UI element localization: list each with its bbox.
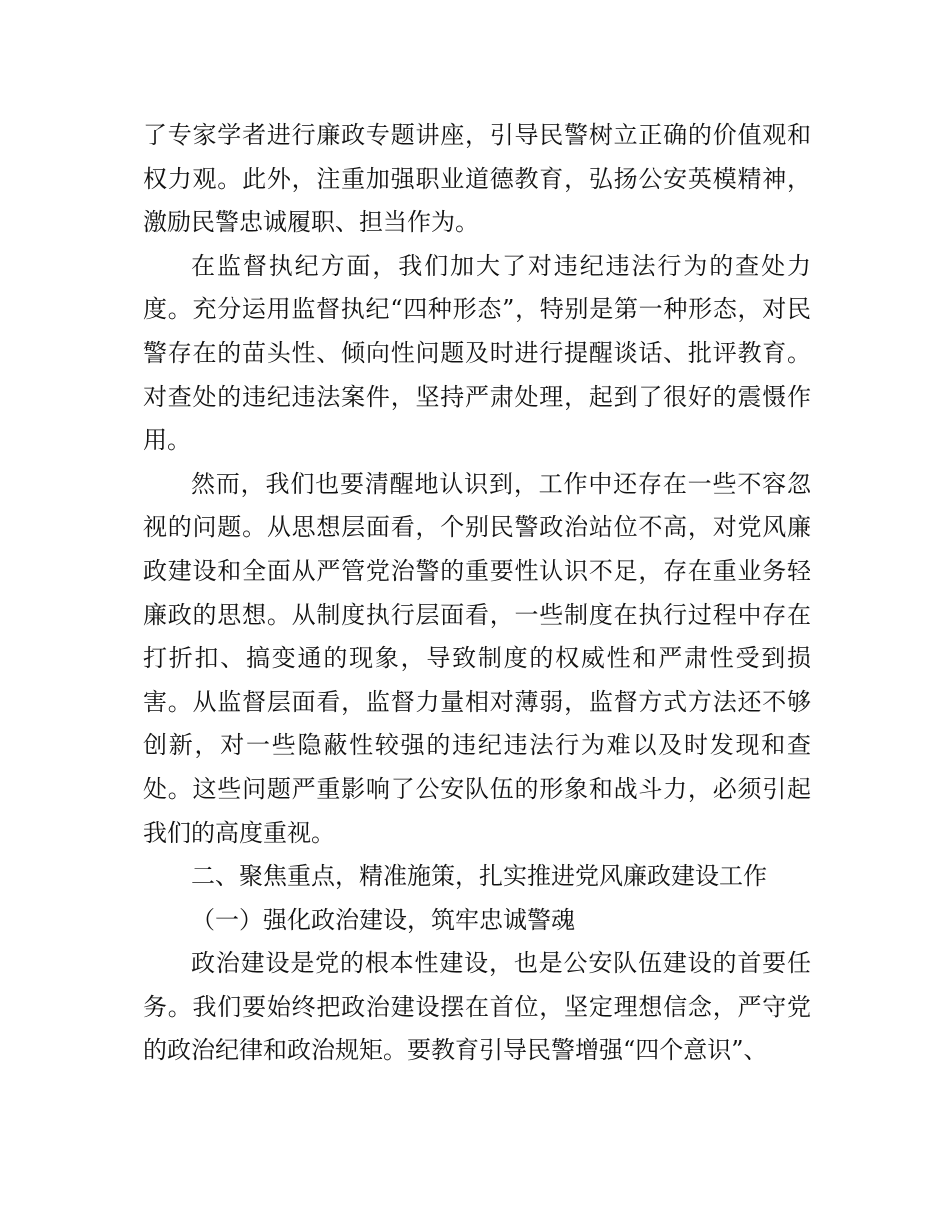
paragraph-supervision: 在监督执纪方面，我们加大了对违纪违法行为的查处力度。充分运用监督执纪“四种形态”，特别是第一种形态，对民警存在的苗头性、倾向性问题及时进行提醒谈话、批评教育。对查处的违纪违法案件，坚持严肃处理，起到了很好的震慑作用。 [143, 251, 811, 455]
paragraph-problems: 然而，我们也要清醒地认识到，工作中还存在一些不容忽视的问题。从思想层面看，个别民警政治站位不高，对党风廉政建设和全面从严管党治警的重要性认识不足，存在重业务轻廉政的思想。从制度执行层面看，一些制度在执行过程中存在打折扣、搞变通的现象，导致制度的权威性和严肃性受到损害。从监督层面看，监督力量相对薄弱，监督方式方法还不够创新，对一些隐蔽性较强的违纪违法行为难以及时发现和查处。这些问题严重影响了公安队伍的形象和战斗力，必须引起我们的高度重视。 [143, 469, 811, 847]
paragraph-continued: 了专家学者进行廉政专题讲座，引导民警树立正确的价值观和权力观。此外，注重加强职业道德教育，弘扬公安英模精神，激励民警忠诚履职、担当作为。 [143, 121, 811, 237]
section-heading: 二、聚焦重点，精准施策，扎实推进党风廉政建设工作 [191, 862, 767, 891]
subsection-heading: （一）强化政治建设，筑牢忠诚警魂 [191, 905, 575, 934]
document-body [143, 114, 811, 1073]
paragraph-political-building: 政治建设是党的根本性建设，也是公安队伍建设的首要任务。我们要始终把政治建设摆在首位，坚定理想信念，严守党的政治纪律和政治规矩。要教育引导民警增强“四个意识”、 [143, 949, 811, 1065]
